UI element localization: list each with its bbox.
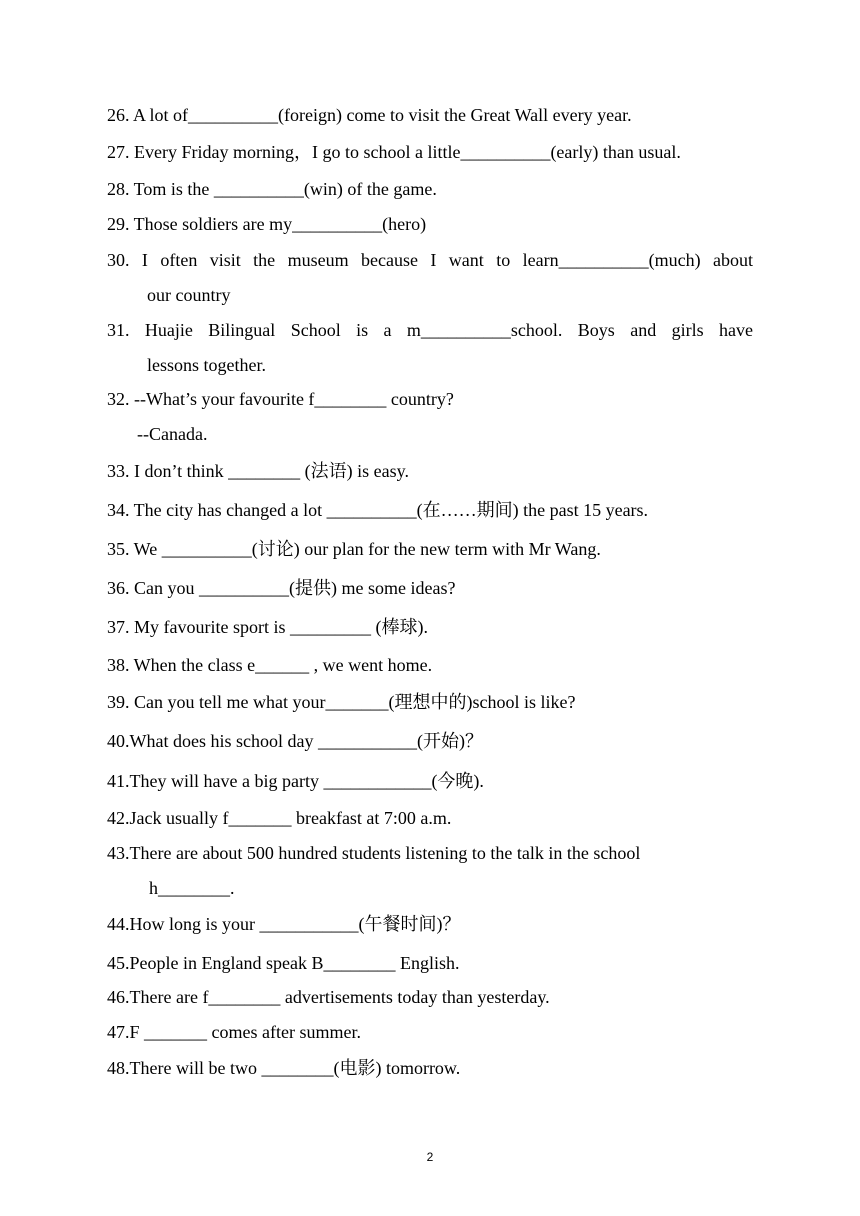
question-28: 28. Tom is the __________(win) of the game. — [107, 179, 437, 199]
question-31 — [107, 313, 753, 383]
question-29: 29. Those soldiers are my__________(hero) — [107, 214, 427, 234]
question-41: 41.They will have a big party ____________(今晚). — [107, 771, 484, 791]
question-43-line2: h________. — [149, 878, 235, 898]
question-31-line2: lessons together. — [147, 355, 266, 375]
question-44: 44.How long is your ___________(午餐时间)？ — [107, 914, 461, 934]
question-26: 26. A lot of__________(foreign) come to visit the Great Wall every year. — [107, 105, 632, 125]
question-35: 35. We __________(讨论) our plan for the new term with Mr Wang. — [107, 539, 601, 559]
question-32-line1: 32. --What’s your favourite f________ country? — [107, 389, 454, 409]
question-36: 36. Can you __________(提供) me some ideas? — [107, 578, 456, 598]
question-30-line1: 30. I often visit the museum because I want to learn__________(much) about — [107, 250, 753, 270]
question-42: 42.Jack usually f_______ breakfast at 7:00 a.m. — [107, 808, 452, 828]
question-32-line2: --Canada. — [137, 424, 208, 444]
question-39: 39. Can you tell me what your_______(理想中的)school is like? — [107, 692, 576, 712]
question-30 — [107, 243, 753, 313]
question-47: 47.F _______ comes after summer. — [107, 1022, 361, 1042]
question-46: 46.There are f________ advertisements today than yesterday. — [107, 987, 550, 1007]
question-37: 37. My favourite sport is _________ (棒球). — [107, 617, 428, 637]
question-34: 34. The city has changed a lot __________(在……期间) the past 15 years. — [107, 500, 649, 520]
question-27: 27. Every Friday morning，I go to school a little__________(early) than usual. — [107, 142, 681, 162]
question-30-line2: our country — [147, 285, 231, 305]
question-45: 45.People in England speak B________ English. — [107, 953, 460, 973]
question-40: 40.What does his school day ___________(开始)？ — [107, 731, 483, 751]
question-48: 48.There will be two ________(电影) tomorrow. — [107, 1058, 461, 1078]
question-31-line1: 31. Huajie Bilingual School is a m__________school. Boys and girls have — [107, 320, 753, 340]
question-38: 38. When the class e______ , we went home. — [107, 655, 433, 675]
page-number: 2 — [426, 1150, 434, 1164]
question-43 — [107, 836, 753, 906]
question-43-line1: 43.There are about 500 hundred students listening to the talk in the school — [107, 843, 641, 863]
question-33: 33. I don’t think ________ (法语) is easy. — [107, 461, 409, 481]
question-32 — [107, 382, 753, 452]
